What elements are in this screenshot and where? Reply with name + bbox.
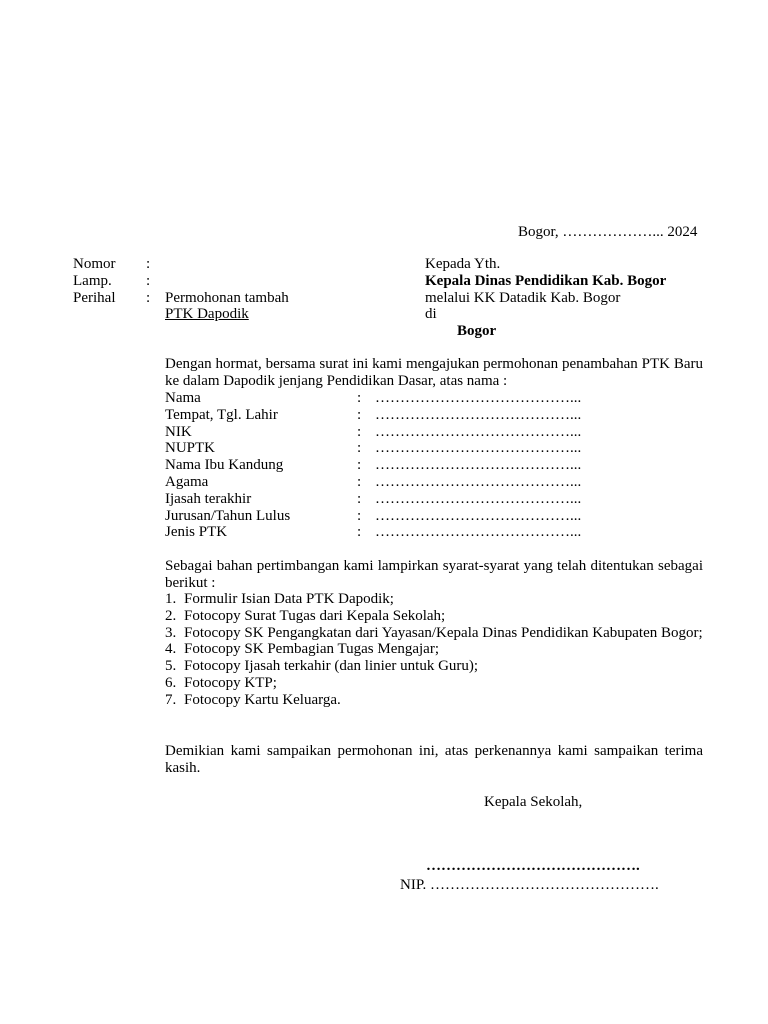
list-number: 7. [165,691,177,708]
list-number: 1. [165,591,177,607]
field-row [165,407,703,424]
field-row [165,524,703,541]
list-text: Fotocopy SK Pembagian Tugas Mengajar; [184,641,439,658]
field-value: …………………………………... [375,406,582,423]
field-row [165,424,703,441]
list-number: 4. [165,641,177,658]
list-text: Fotocopy SK Pengangkatan dari Yayasan/Kepala Dinas Pendidikan Kabupaten Bogor; [184,624,703,641]
field-label: Jurusan/Tahun Lulus [165,507,291,524]
attachments-list [165,591,703,709]
signature-title: Kepala Sekolah, [484,794,583,810]
field-colon: : [357,524,362,541]
perihal-line1: Permohonan tambah [165,290,289,306]
field-colon: : [357,507,362,524]
signature-name-line: ……………………………………. [426,858,640,874]
field-label: Nama [165,390,201,406]
address-di: di [425,306,437,322]
lamp-colon: : [146,273,151,289]
field-row [165,508,703,525]
perihal-line2: PTK Dapodik [165,306,249,322]
list-number: 5. [165,658,177,675]
address-greeting: Kepada Yth. [425,256,501,272]
date-line: Bogor, ………………... 2024 [518,224,698,240]
list-item [165,675,703,692]
field-row [165,474,703,491]
address-recipient: Kepala Dinas Pendidikan Kab. Bogor [425,273,667,289]
field-label: Jenis PTK [165,524,228,541]
field-colon: : [357,473,362,490]
field-row [165,491,703,508]
field-value: …………………………………... [375,507,582,524]
attachments-intro: Sebagai bahan pertimbangan kami lampirkan syarat-syarat yang telah ditentukan sebagai berikut : [165,558,703,591]
field-row [165,457,703,474]
list-item [165,692,703,709]
field-value: …………………………………... [375,457,582,474]
field-value: …………………………………... [375,490,582,507]
field-colon: : [357,423,362,440]
list-text: Fotocopy Kartu Keluarga. [184,691,341,708]
field-colon: : [357,390,362,406]
list-text: Fotocopy Ijasah terkahir (dan linier untuk Guru); [184,658,479,675]
list-number: 6. [165,674,177,691]
field-value: …………………………………... [375,390,582,406]
field-label: Tempat, Tgl. Lahir [165,406,278,423]
nomor-colon: : [146,256,151,272]
list-number: 3. [165,624,177,641]
field-label: Nama Ibu Kandung [165,457,284,474]
intro-paragraph: Dengan hormat, bersama surat ini kami mengajukan permohonan penambahan PTK Baru ke dalam Dapodik jenjang Pendidikan Dasar, atas nama : [165,356,703,389]
field-colon: : [357,406,362,423]
field-value: …………………………………... [375,440,582,457]
field-colon: : [357,440,362,457]
list-item [165,641,703,658]
field-value: …………………………………... [375,473,582,490]
perihal-colon: : [146,290,151,306]
field-label: NUPTK [165,440,216,457]
list-number: 2. [165,607,177,624]
perihal-label: Perihal [73,290,116,306]
list-item [165,608,703,625]
list-item [165,591,703,608]
list-item [165,625,703,642]
nomor-label: Nomor [73,256,116,272]
field-label: Agama [165,473,209,490]
field-label: NIK [165,423,192,440]
identity-fields [165,390,703,541]
field-row [165,390,703,407]
lamp-label: Lamp. [73,273,112,289]
signature-nip: NIP. ………………………………………. [400,877,659,893]
address-city: Bogor [457,323,497,339]
address-via: melalui KK Datadik Kab. Bogor [425,290,621,306]
list-text: Fotocopy KTP; [184,674,277,691]
field-value: …………………………………... [375,423,582,440]
field-colon: : [357,457,362,474]
closing-paragraph: Demikian kami sampaikan permohonan ini, atas perkenannya kami sampaikan terima kasih. [165,743,703,776]
list-text: Fotocopy Surat Tugas dari Kepala Sekolah; [184,607,446,624]
field-row [165,440,703,457]
list-text: Formulir Isian Data PTK Dapodik; [184,591,394,607]
field-value: …………………………………... [375,524,582,541]
field-label: Ijasah terakhir [165,490,252,507]
list-item [165,658,703,675]
field-colon: : [357,490,362,507]
